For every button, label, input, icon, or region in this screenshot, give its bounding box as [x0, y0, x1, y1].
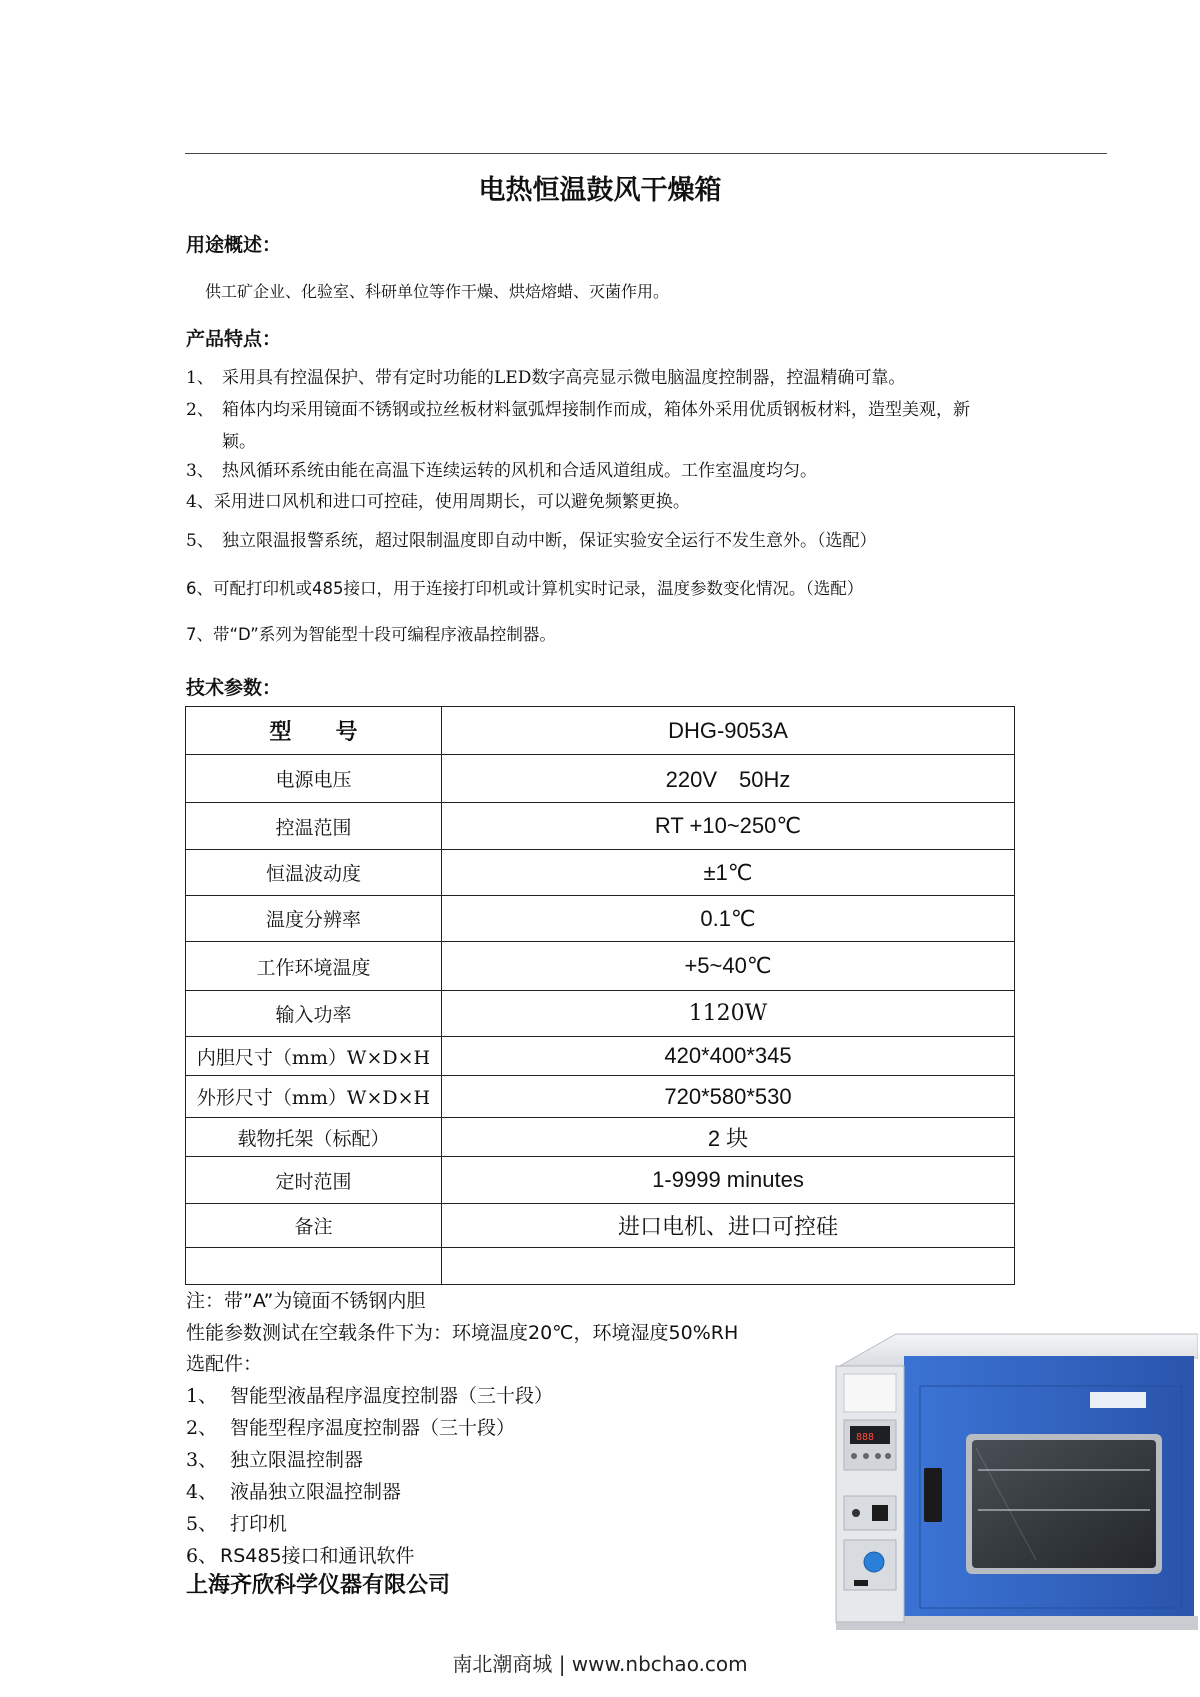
specs-heading: 技术参数：: [186, 677, 282, 699]
feature-text: 热风循环系统由能在高温下连续运转的风机和合适风道组成。工作室温度均匀。: [222, 461, 817, 481]
feature-item: [186, 574, 1106, 604]
option-item: [186, 1541, 415, 1568]
spec-value: 0.1℃: [442, 896, 1015, 942]
table-row: [186, 707, 1015, 755]
option-text: RS485接口和通讯软件: [220, 1545, 415, 1567]
spec-value: 420*400*345: [442, 1037, 1015, 1076]
feature-num: 5、: [186, 531, 214, 551]
feature-text: 采用进口风机和进口可控硅，使用周期长，可以避免频繁更换。: [213, 492, 690, 512]
option-num: 6、: [186, 1545, 218, 1567]
spec-value: DHG-9053A: [442, 707, 1015, 755]
spec-key: 恒温波动度: [186, 850, 442, 896]
feature-num: 1、: [186, 368, 214, 388]
spec-value: 1-9999 minutes: [442, 1157, 1015, 1204]
table-row: [186, 1157, 1015, 1204]
option-text: 智能型程序温度控制器（三十段）: [230, 1417, 516, 1439]
option-num: 1、: [186, 1385, 218, 1407]
option-item: [186, 1509, 287, 1536]
page-title: 电热恒温鼓风干燥箱: [478, 175, 722, 206]
option-text: 独立限温控制器: [230, 1449, 364, 1471]
option-num: 4、: [186, 1481, 218, 1503]
table-row: [186, 850, 1015, 896]
table-row: [186, 803, 1015, 850]
note-line: 注：带”A”为镜面不锈钢内胆: [186, 1290, 426, 1312]
table-row: [186, 942, 1015, 991]
footer-text: 南北潮商城 | www.nbchao.com: [452, 1652, 748, 1676]
feature-item: [186, 526, 1106, 556]
feature-num: 6、: [186, 579, 213, 598]
feature-text: 可配打印机或485接口，用于连接打印机或计算机实时记录，温度参数变化情况。（选配）: [213, 579, 864, 598]
spec-key: 工作环境温度: [186, 942, 442, 991]
feature-item: [186, 487, 1106, 517]
spec-value: 进口电机、进口可控硅: [442, 1204, 1015, 1248]
feature-continuation: 颖。: [222, 432, 256, 452]
table-row: [186, 1204, 1015, 1248]
table-row: [186, 1076, 1015, 1118]
feature-num: 3、: [186, 461, 214, 481]
spec-value: 720*580*530: [442, 1076, 1015, 1118]
product-image: [826, 1330, 1198, 1640]
option-item: [186, 1381, 553, 1408]
table-row: [186, 755, 1015, 803]
feature-item: [186, 363, 1106, 393]
spec-key: 型 号: [186, 707, 442, 755]
spec-key: [186, 1248, 442, 1285]
feature-item: [186, 620, 1106, 650]
usage-heading: 用途概述：: [186, 234, 282, 256]
spec-value: 1120W: [442, 991, 1015, 1037]
option-item: [186, 1445, 363, 1472]
spec-value: ±1℃: [442, 850, 1015, 896]
feature-text: 带“D”系列为智能型十段可编程序液晶控制器。: [213, 625, 556, 644]
spec-key: 输入功率: [186, 991, 442, 1037]
option-text: 液晶独立限温控制器: [230, 1481, 402, 1503]
spec-key: 温度分辨率: [186, 896, 442, 942]
spec-key: 备注: [186, 1204, 442, 1248]
spec-key: 载物托架（标配）: [186, 1118, 442, 1157]
feature-item: [186, 456, 1106, 486]
feature-num: 7、: [186, 625, 213, 644]
table-row: [186, 1118, 1015, 1157]
feature-text: 采用具有控温保护、带有定时功能的LED数字高亮显示微电脑温度控制器，控温精确可靠。: [222, 368, 906, 388]
option-num: 3、: [186, 1449, 218, 1471]
option-num: 5、: [186, 1513, 218, 1535]
features-heading: 产品特点：: [186, 328, 282, 350]
spec-value: +5~40℃: [442, 942, 1015, 991]
spec-value: 220V 50Hz: [442, 755, 1015, 803]
spec-key: 内胆尺寸（mm）W×D×H: [186, 1037, 442, 1076]
table-row: [186, 1248, 1015, 1285]
svg-text:888: 888: [856, 1432, 875, 1443]
header-rule: [185, 153, 1107, 154]
usage-text: 供工矿企业、化验室、科研单位等作干燥、烘焙熔蜡、灭菌作用。: [205, 282, 670, 301]
spec-key: 外形尺寸（mm）W×D×H: [186, 1076, 442, 1118]
option-text: 打印机: [230, 1513, 288, 1535]
feature-text: 独立限温报警系统，超过限制温度即自动中断，保证实验安全运行不发生意外。（选配）: [222, 531, 877, 551]
spec-table: [185, 706, 1015, 1285]
feature-item: [186, 395, 1106, 425]
option-text: 智能型液晶程序温度控制器（三十段）: [230, 1385, 554, 1407]
spec-key: 控温范围: [186, 803, 442, 850]
feature-num: 2、: [186, 400, 214, 420]
feature-num: 4、: [186, 492, 214, 512]
spec-key: 定时范围: [186, 1157, 442, 1204]
table-row: [186, 896, 1015, 942]
spec-key: 电源电压: [186, 755, 442, 803]
spec-value: RT +10~250℃: [442, 803, 1015, 850]
note-line: 性能参数测试在空载条件下为：环境温度20℃，环境湿度50%RH: [186, 1322, 739, 1344]
table-row: [186, 991, 1015, 1037]
company-name: 上海齐欣科学仪器有限公司: [186, 1573, 451, 1598]
spec-value: 2 块: [442, 1118, 1015, 1157]
option-item: [186, 1413, 515, 1440]
table-row: [186, 1037, 1015, 1076]
option-num: 2、: [186, 1417, 218, 1439]
options-heading: 选配件：: [186, 1353, 263, 1375]
spec-value: [442, 1248, 1015, 1285]
feature-text: 箱体内均采用镜面不锈钢或拉丝板材料氩弧焊接制作而成，箱体外采用优质钢板材料，造型美观，新: [222, 400, 970, 420]
option-item: [186, 1477, 401, 1504]
